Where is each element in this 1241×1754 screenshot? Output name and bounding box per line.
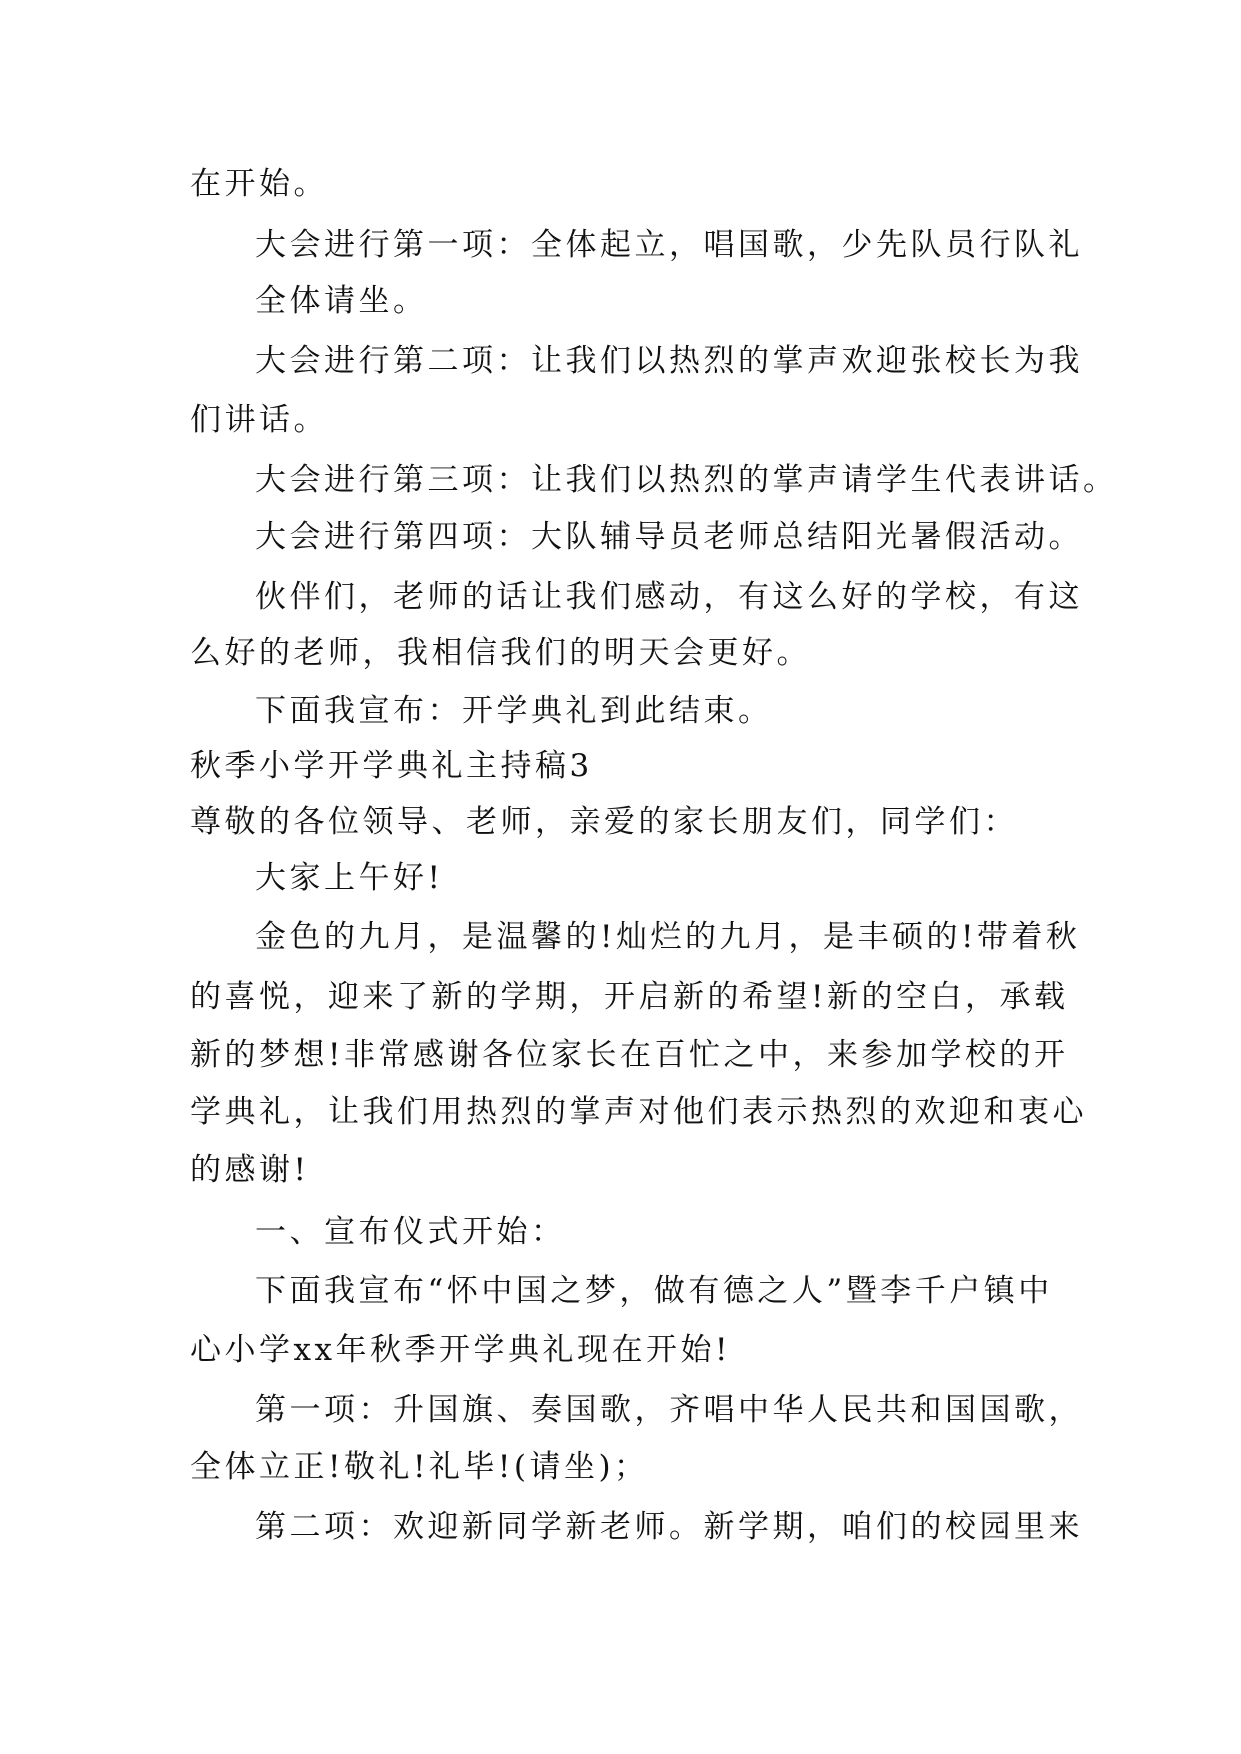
text-line: 金色的九月，是温馨的!灿烂的九月，是丰硕的!带着秋 [255,919,1081,955]
text-line: 伙伴们，老师的话让我们感动，有这么好的学校，有这 [255,579,1083,615]
text-line: 新的梦想!非常感谢各位家长在百忙之中，来参加学校的开 [190,1037,1069,1073]
text-line: 大会进行第三项：让我们以热烈的掌声请学生代表讲话。 [255,462,1118,498]
section-title: 秋季小学开学典礼主持稿3 [190,748,593,784]
text-line: 一、宣布仪式开始： [255,1214,566,1250]
text-line: 全体立正!敬礼!礼毕!(请坐)； [190,1449,649,1485]
text-line: 全体请坐。 [255,283,428,319]
salutation: 尊敬的各位领导、老师，亲爱的家长朋友们，同学们： [190,804,1018,840]
text-line: 的喜悦，迎来了新的学期，开启新的希望!新的空白，承载 [190,979,1069,1015]
text-line: 学典礼，让我们用热烈的掌声对他们表示热烈的欢迎和衷心 [190,1094,1087,1130]
text-line: 大会进行第二项：让我们以热烈的掌声欢迎张校长为我 [255,343,1083,379]
text-line: 大会进行第四项：大队辅导员老师总结阳光暑假活动。 [255,519,1083,555]
text-line: 第二项：欢迎新同学新老师。新学期，咱们的校园里来 [255,1509,1083,1545]
text-line: 下面我宣布：开学典礼到此结束。 [255,693,773,729]
text-line: 在开始。 [190,166,328,202]
text-line: 大会进行第一项：全体起立，唱国歌，少先队员行队礼 [255,227,1083,263]
text-line: 么好的老师，我相信我们的明天会更好。 [190,635,811,671]
text-line: 第一项：升国旗、奏国歌，齐唱中华人民共和国国歌， [255,1392,1083,1428]
text-line: 下面我宣布“怀中国之梦，做有德之人”暨李千户镇中 [255,1273,1053,1309]
text-line: 心小学xx年秋季开学典礼现在开始! [190,1332,731,1368]
text-line: 大家上午好! [255,860,444,896]
text-line: 的感谢! [190,1152,310,1188]
text-line: 们讲话。 [190,402,328,438]
